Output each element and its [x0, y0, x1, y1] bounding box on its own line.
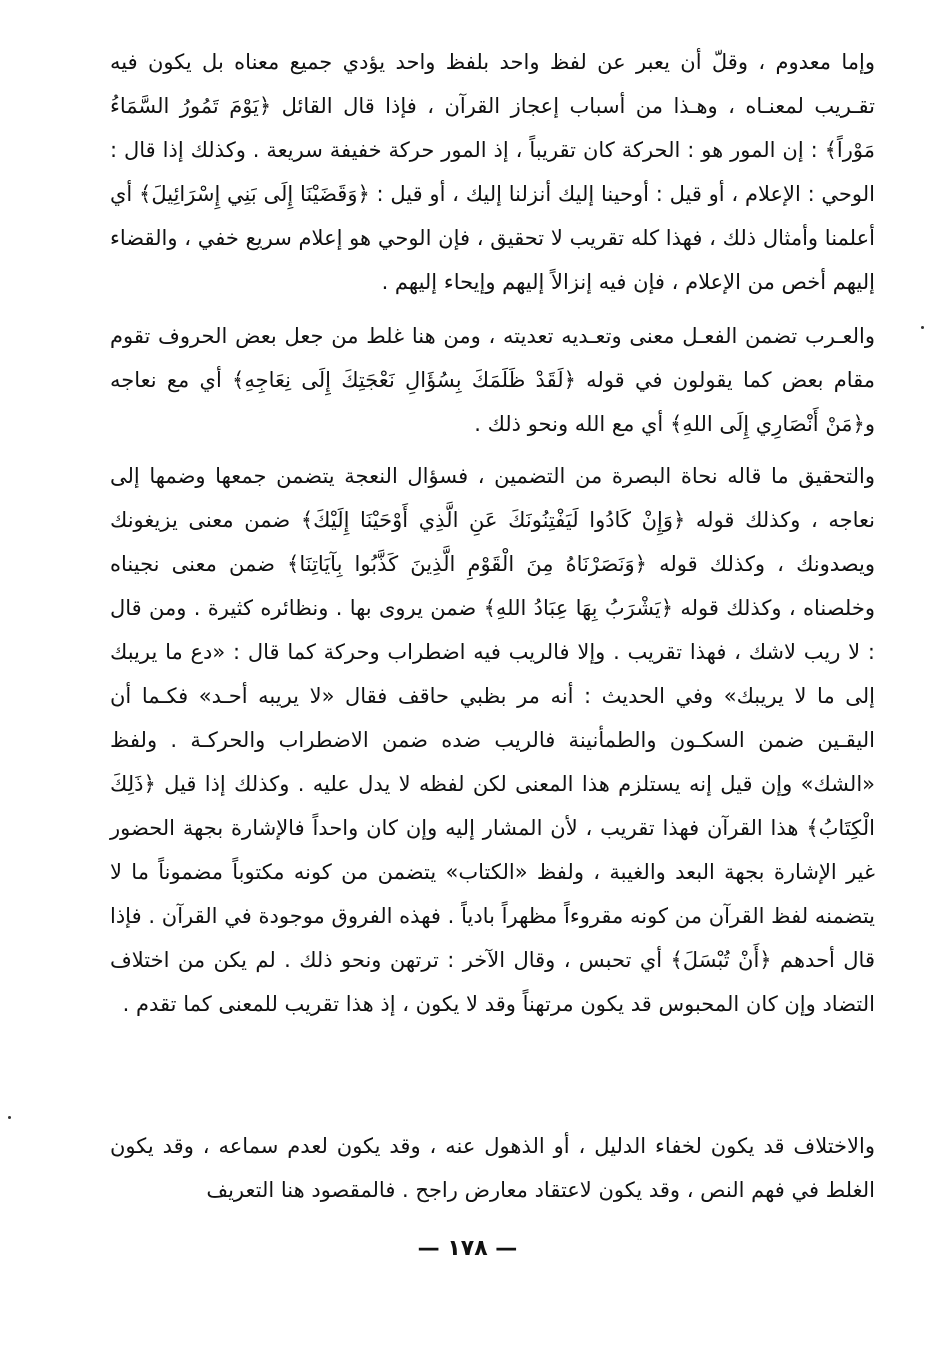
scan-speck [8, 1116, 11, 1119]
paragraph-3: والتحقيق ما قاله نحاة البصرة من التضمين ، فسؤال النعجة يتضمن جمعها وضمها إلى نعاجه ، وكذلك قوله ﴿وَإِنْ كَادُوا لَيَفْتِنُونَكَ عَنِ الَّذِي أَوْحَيْنَا إِلَيْكَ﴾ ضمن معنى يزيغونك ويصدونك ، وكذلك قوله ﴿وَنَصَرْنَاهُ مِنَ الْقَوْمِ الَّذِينَ كَذَّبُوا بِآيَاتِنَا﴾ ضمن معنى نجيناه وخلصناه ، وكذلك قوله ﴿يَشْرَبُ بِهَا عِبَادُ اللهِ﴾ ضمن يروى بها . ونظائره كثيرة . ومن قال : لا ريب لاشك ، فهذا تقريب . وإلا فالريب فيه اضطراب وحركة كما قال : «دع ما يريبك إلى ما لا يريبك» وفي الحديث : أنه مر بظبي حاقف فقال «لا يريبه أحـد» فكـما أن اليقـين ضمن السكـون والطمأنينة فالريب ضده ضمن الاضطراب والحركـة . ولفظ «الشك» وإن قيل إنه يستلزم هذا المعنى لكن لفظه لا يدل عليه . وكذلك إذا قيل ﴿ذَلِكَ الْكِتَابُ﴾ هذا القرآن فهذا تقريب ، لأن المشار إليه وإن كان واحداً فالإشارة بجهة الحضور غير الإشارة بجهة البعد والغيبة ، ولفظ «الكتاب» يتضمن من كونه مكتوباً مضموناً ما لا يتضمنه لفظ القرآن من كونه مقروءاً مظهراً بادياً . فهذه الفروق موجودة في القرآن . فإذا قال أحدهم ﴿أَنْ تُبْسَلَ﴾ أي تحبس ، وقال الآخر : ترتهن ونحو ذلك . لم يكن من اختلاف التضاد وإن كان المحبوس قد يكون مرتهناً وقد لا يكون ، إذ هذا تقريب للمعنى كما تقدم . [110, 464, 875, 1016]
paragraph-2: والعـرب تضمن الفعـل معنى وتعـديه تعديته ، ومن هنا غلط من جعل بعض الحروف تقوم مقام بعض كما يقولون في قوله ﴿لَقَدْ ظَلَمَكَ بِسُؤَالِ نَعْجَتِكَ إِلَى نِعَاجِهِ﴾ أي مع نعاجه و﴿مَنْ أَنْصَارِي إِلَى اللهِ﴾ أي مع الله ونحو ذلك . [110, 324, 875, 436]
body-text [110, 40, 875, 1216]
scan-speck [921, 326, 924, 329]
page-number: — ١٧٨ — [417, 1236, 518, 1261]
paragraph-4: والاختلاف قد يكون لخفاء الدليل ، أو الذهول عنه ، وقد يكون لعدم سماعه ، وقد يكون الغلط في فهم النص ، وقد يكون لاعتقاد معارض راجح . فالمقصود هنا التعريف [110, 1134, 875, 1202]
paragraph-1: وإما معدوم ، وقلّ أن يعبر عن لفظ واحد بلفظ واحد يؤدي جميع معناه بل يكون فيه تقـريب لمعنـاه ، وهـذا من أسباب إعجاز القرآن ، فإذا قال القائل ﴿يَوْمَ تَمُورُ السَّمَاءُ مَوْراً﴾ : إن المور هو : الحركة كان تقريباً ، إذ المور حركة خفيفة سريعة . وكذلك إذا قال : الوحي : الإعلام ، أو قيل : أوحينا إليك أنزلنا إليك ، أو قيل : ﴿وَقَضَيْنَا إِلَى بَنِي إِسْرَائِيلَ﴾ أي أعلمنا وأمثال ذلك ، فهذا كله تقريب لا تحقيق ، فإن الوحي هو إعلام سريع خفي ، والقضاء إليهم أخص من الإعلام ، فإن فيه إنزالاً إليهم وإيحاء إليهم . [110, 50, 875, 294]
